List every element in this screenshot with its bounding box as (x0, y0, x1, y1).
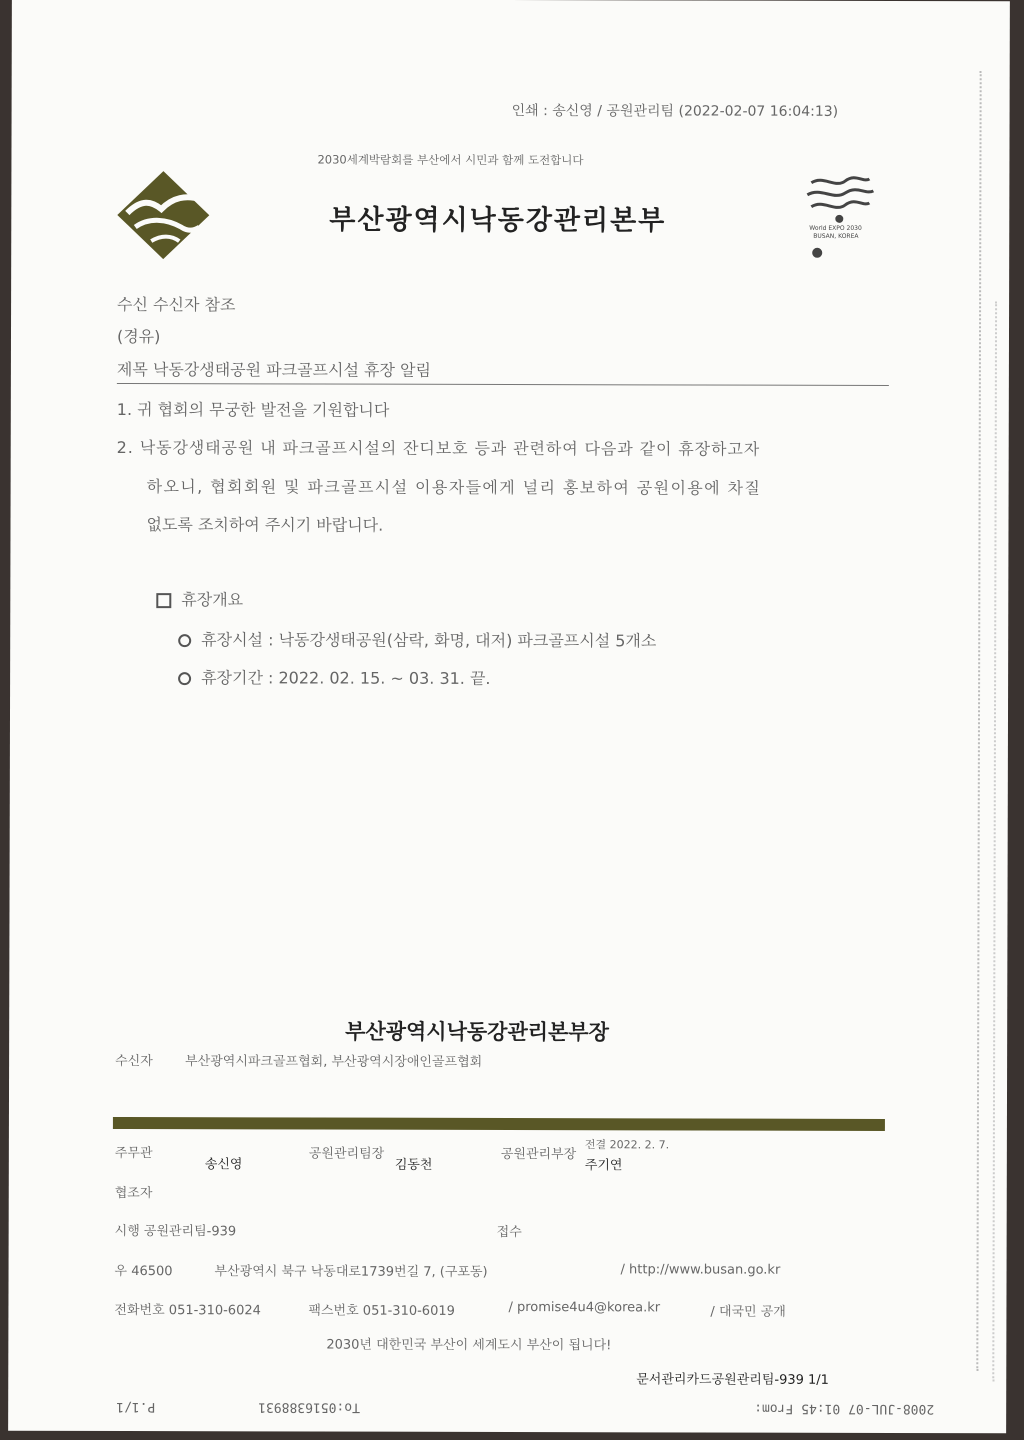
fax-edge-noise (992, 301, 997, 1381)
document-card-reference: 문서관리카드공원관리팀-939 1/1 (636, 1372, 829, 1388)
expo-logo-line-2: BUSAN, KOREA (813, 232, 859, 240)
circle-bullet-icon (178, 672, 191, 685)
closure-heading-text: 휴장개요 (181, 590, 244, 610)
recipients-list: 부산광역시파크골프협회, 부산광역시장애인골프협회 (185, 1054, 483, 1070)
address: 부산광역시 북구 낙동대로1739번길 7, (구포동) (214, 1264, 488, 1280)
expo-logo-line-1: World EXPO 2030 (809, 224, 862, 232)
world-expo-emblem-icon (801, 173, 877, 225)
body-item-2-line-2: 하오니, 협회회원 및 파크골프시설 이용자들에게 널리 홍보하여 공원이용에 차질 (146, 477, 762, 498)
postcode: 우 46500 (114, 1263, 173, 1280)
organization-title: 부산광역시낙동강관리본부 (329, 204, 667, 237)
expo-logo (801, 173, 877, 263)
team-lead-name: 김동천 (394, 1157, 433, 1173)
director-label: 공원관리부장 (500, 1146, 577, 1163)
body-item-2-line-1: 2. 낙동강생태공원 내 파크골프시설의 잔디보호 등과 관련하여 다음과 같이 휴장하고자 (116, 437, 761, 459)
cooperator-label: 협조자 (114, 1185, 153, 1202)
body-item-2-line-3: 없도록 조치하여 주시기 바랍니다. (146, 515, 384, 535)
email-address: / promise4u4@korea.kr (508, 1300, 661, 1316)
expo-sub-logo-icon (811, 247, 823, 259)
closure-period (178, 665, 490, 689)
closure-heading (156, 587, 243, 610)
fax-page-mirrored: P.1/1 (116, 1398, 156, 1415)
sender-title: 부산광역시낙동강관리본부장 (345, 1019, 609, 1045)
enforcement-number: 시행 공원관리팀-939 (114, 1223, 237, 1240)
closure-facility-text: 휴장시설 : 낙동강생태공원(삼락, 화명, 대저) 파크골프시설 5개소 (201, 630, 657, 651)
subject-divider (117, 383, 889, 386)
body-item-1: 1. 귀 협회의 무궁한 발전을 기원합니다 (116, 399, 390, 420)
fax-header-mirrored: 2008-JUL-07 01:45 From: (754, 1400, 935, 1417)
print-info: 인쇄 : 송신영 / 공원관리팀 (2022-02-07 16:04:13) (511, 103, 839, 120)
website-link: / http://www.busan.go.kr (620, 1262, 781, 1278)
team-lead-label: 공원관리팀장 (308, 1146, 385, 1162)
recipients-label: 수신자 (115, 1053, 153, 1070)
disclosure-status: / 대국민 공개 (710, 1304, 786, 1320)
drafter-name: 송신영 (204, 1157, 243, 1173)
checkbox-icon (156, 593, 171, 608)
director-name: 주기연 (584, 1158, 623, 1174)
closure-period-text: 휴장기간 : 2022. 02. 15. ~ 03. 31. 끝. (201, 668, 491, 688)
busan-city-logo-icon (115, 169, 211, 261)
director-approval-note: 전결 2022. 2. 7. (584, 1138, 670, 1152)
via-line: (경유) (116, 326, 161, 347)
drafter-label: 주무관 (114, 1145, 153, 1162)
document-page (8, 0, 1010, 1433)
recipient-line: 수신 수신자 참조 (117, 294, 236, 315)
fax-edge-noise (976, 71, 981, 1371)
campaign-slogan: 2030년 대한민국 부산이 세계도시 부산이 됩니다! (326, 1337, 612, 1354)
approval-divider-bar (113, 1117, 885, 1131)
circle-bullet-icon (178, 634, 191, 647)
expo-slogan: 2030세계박람회를 부산에서 시민과 함께 도전합니다 (317, 152, 584, 168)
closure-facility (178, 627, 656, 651)
fax-destination-mirrored: To:0516388931 (258, 1399, 360, 1415)
fax-number: 팩스번호 051-310-6019 (308, 1303, 455, 1319)
receipt-label: 접수 (496, 1224, 522, 1241)
subject-line: 제목 낙동강생태공원 파크골프시설 휴장 알림 (116, 359, 431, 380)
phone-number: 전화번호 051-310-6024 (114, 1302, 261, 1319)
